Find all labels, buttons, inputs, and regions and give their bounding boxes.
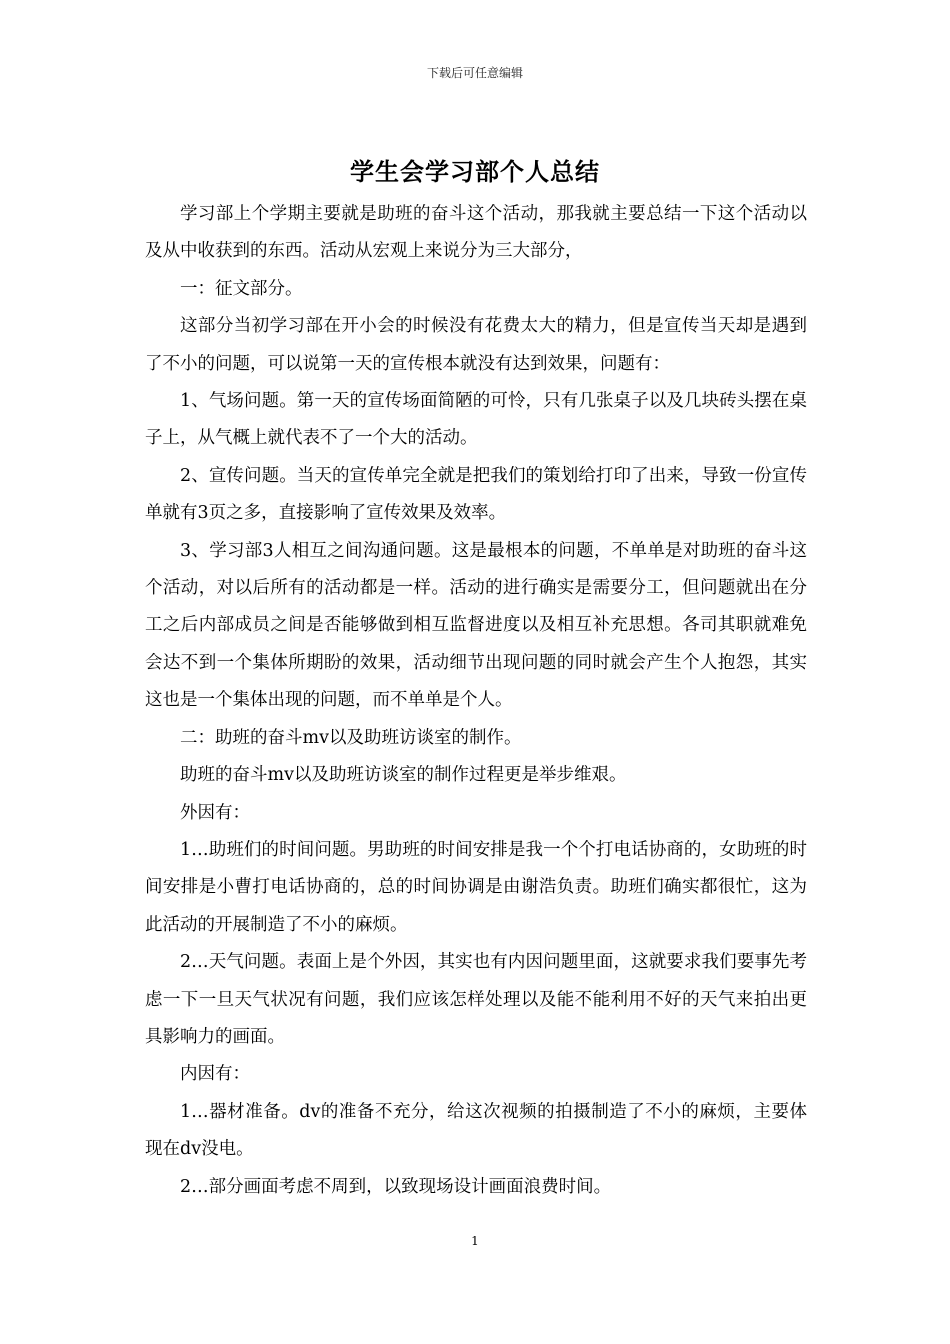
subheading-internal-causes: 内因有： — [180, 1064, 250, 1085]
document-body — [145, 196, 807, 1206]
list-item: 1、气场问题。第一天的宣传场面简陋的可怜，只有几张桌子以及几块砖头摆在桌子上，从气概上就代表不了一个大的活动。 — [145, 391, 807, 449]
list-item: 3、学习部3人相互之间沟通问题。这是最根本的问题，不单单是对助班的奋斗这个活动，对以后所有的活动都是一样。活动的进行确实是需要分工，但问题就出在分工之后内部成员之间是否能够做到相互监督进度以及相互补充思想。各司其职就难免会达不到一个集体所期盼的效果，活动细节出现问题的同时就会产生个人抱怨，其实这也是一个集体出现的问题，而不单单是个人。 — [145, 540, 807, 711]
list-item: 1…器材准备。dv的准备不充分，给这次视频的拍摄制造了不小的麻烦，主要体现在dv没电。 — [145, 1101, 807, 1160]
list-item: 2、宣传问题。当天的宣传单完全就是把我们的策划给打印了出来，导致一份宣传单就有3页之多，直接影响了宣传效果及效率。 — [145, 465, 807, 524]
page-number: 1 — [471, 1234, 479, 1248]
subheading-external-causes: 外因有： — [180, 802, 250, 823]
list-item: 2…部分画面考虑不周到，以致现场设计画面浪费时间。 — [180, 1176, 612, 1197]
document-title: 学生会学习部个人总结 — [350, 158, 600, 186]
list-item: 1…助班们的时间问题。男助班的时间安排是我一个个打电话协商的，女助班的时间安排是小曹打电话协商的，总的时间协调是由谢浩负责。助班们确实都很忙，这为此活动的开展制造了不小的麻烦。 — [145, 839, 807, 935]
page-header-note: 下载后可任意编辑 — [426, 66, 523, 80]
body-paragraph: 学习部上个学期主要就是助班的奋斗这个活动，那我就主要总结一下这个活动以及从中收获到的东西。活动从宏观上来说分为三大部分， — [145, 204, 807, 262]
list-item: 2…天气问题。表面上是个外因，其实也有内因问题里面，这就要求我们要事先考虑一下一旦天气状况有问题，我们应该怎样处理以及能不能利用不好的天气来拍出更具影响力的画面。 — [145, 952, 807, 1047]
section-heading-essay: 一：征文部分。 — [180, 278, 303, 299]
section-heading-mv: 二：助班的奋斗mv以及助班访谈室的制作。 — [180, 727, 522, 748]
body-paragraph: 助班的奋斗mv以及助班访谈室的制作过程更是举步维艰。 — [180, 765, 627, 786]
body-paragraph: 这部分当初学习部在开小会的时候没有花费太大的精力，但是宣传当天却是遇到了不小的问题，可以说第一天的宣传根本就没有达到效果，问题有： — [145, 316, 807, 374]
